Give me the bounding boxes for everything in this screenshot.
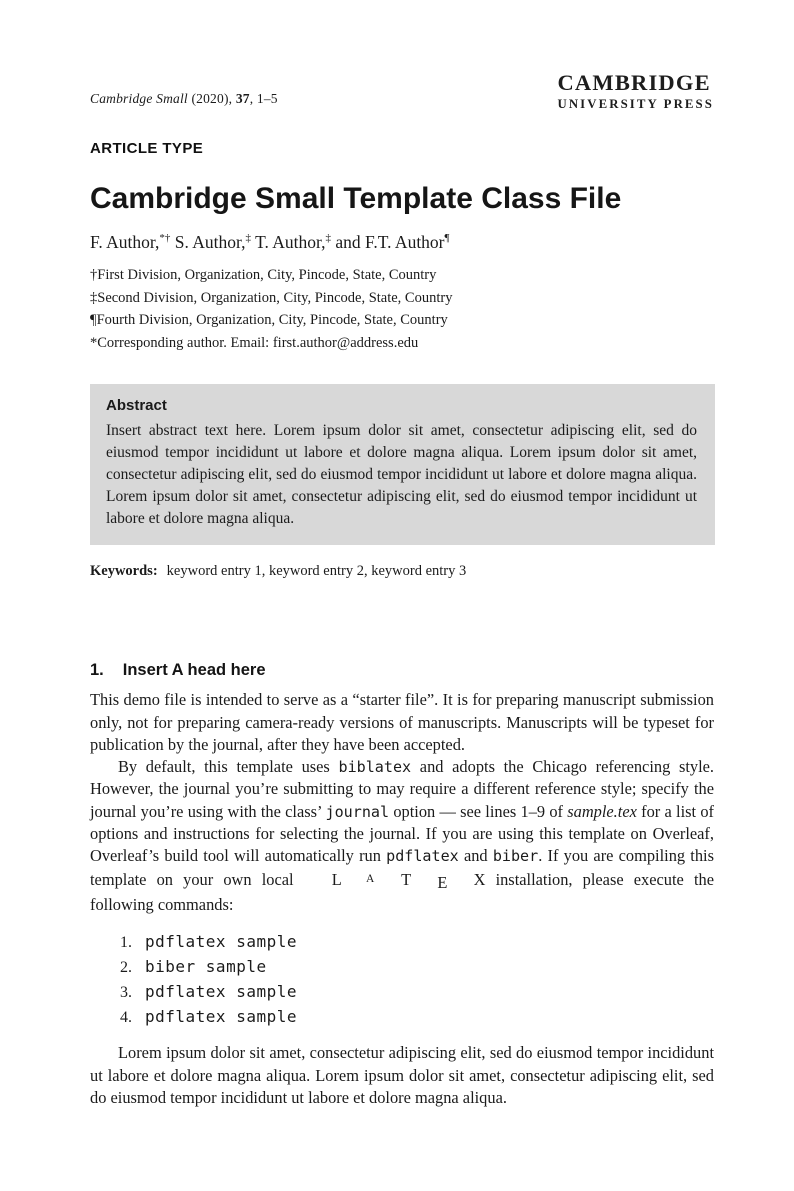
journal-pages: , 1–5 — [249, 91, 278, 106]
author-name: T. Author, — [251, 232, 326, 253]
affiliation-line: ‡Second Division, Organization, City, Pincode, State, Country — [90, 289, 453, 306]
command-text: pdflatex sample — [145, 932, 297, 952]
abstract-text: Insert abstract text here. Lorem ipsum dolor sit amet, consectetur adipiscing elit, sed do eiusmod tempor incididunt ut labore et dolore magna aliqua. Lorem ipsum dolor sit amet, consectetur adipiscing elit, sed do eiusmod tempor incididunt ut labore et dolore magna aliqua. Lorem ipsum dolor sit amet, consectetur adipiscing elit, sed do eiusmod tempor incididunt ut labore et dolore magna aliqua. — [106, 422, 697, 528]
keywords-line — [90, 563, 714, 580]
affiliation-list — [90, 264, 714, 354]
command-list — [120, 930, 714, 1030]
journal-reference — [90, 91, 278, 107]
command-number: 2. — [120, 959, 132, 977]
command-text: biber sample — [145, 957, 267, 977]
journal-volume: 37 — [235, 91, 250, 106]
abstract-box — [90, 384, 715, 545]
command-text: pdflatex sample — [145, 982, 297, 1002]
author-affiliation-marker: ‡ — [325, 232, 332, 245]
author-name: and F.T. Author — [331, 232, 445, 253]
article-type-label: ARTICLE TYPE — [90, 140, 204, 158]
author-affiliation-marker: ¶ — [444, 232, 450, 245]
section-title: Insert A head here — [122, 661, 266, 680]
paragraph: By default, this template uses biblatex and adopts the Chicago referencing style. However, the journal you’re submitting to may require a different reference style; specify the journal you’re using with the class’ journal option — see lines 1–9 of sample.tex for a list of options and instructions for selecting the journal. If you are using this template on Overleaf, Overleaf’s build tool will automatically run pdflatex and biber. If you are compiling this template on your own local L A T E X installation, please execute the following commands: — [90, 757, 714, 915]
logo-line-cambridge: CAMBRIDGE — [557, 70, 711, 95]
logo-line-university-press: UNIVERSITY PRESS — [557, 96, 714, 111]
command-list-item — [120, 980, 714, 1005]
author-name: F. Author, — [90, 232, 160, 253]
keywords-text: keyword entry 1, keyword entry 2, keyword entry 3 — [166, 563, 467, 580]
section-heading — [90, 661, 714, 680]
cambridge-university-press-logo — [557, 72, 714, 110]
command-number: 3. — [120, 984, 132, 1002]
author — [251, 232, 331, 252]
keywords-label: Keywords: — [90, 563, 158, 580]
author-line — [90, 232, 714, 253]
author-name: S. Author, — [170, 232, 246, 253]
article-title: Cambridge Small Template Class File — [90, 182, 622, 216]
command-list-item — [120, 1005, 714, 1030]
journal-name: Cambridge Small — [90, 91, 188, 106]
page-header — [90, 72, 714, 110]
latex-logo: L A T E X — [331, 869, 486, 892]
section-number: 1. — [90, 661, 104, 680]
author — [331, 232, 449, 252]
command-number: 4. — [120, 1009, 132, 1027]
paragraph: This demo file is intended to serve as a “starter file”. It is for preparing manuscript submission only, not for preparing camera-ready versions of manuscripts. Manuscripts will be typeset for publication by the journal, after they have been accepted. — [90, 690, 714, 754]
author-affiliation-marker: ‡ — [245, 232, 252, 245]
author — [90, 232, 170, 252]
author — [170, 232, 251, 252]
command-list-item — [120, 955, 714, 980]
command-list-item — [120, 930, 714, 955]
paragraph: Lorem ipsum dolor sit amet, consectetur adipiscing elit, sed do eiusmod tempor incididunt ut labore et dolore magna aliqua. Lorem ipsum dolor sit amet, consectetur adipiscing elit, sed do eiusmod tempor incididunt ut labore et dolore magna aliqua. — [90, 1043, 714, 1107]
abstract-heading: Abstract — [106, 397, 167, 415]
corresponding-author-line: *Corresponding author. Email: first.author@address.edu — [90, 334, 419, 351]
command-text: pdflatex sample — [145, 1007, 297, 1027]
affiliation-line: ¶Fourth Division, Organization, City, Pincode, State, Country — [90, 312, 448, 329]
journal-year: (2020), — [187, 91, 236, 106]
author-affiliation-marker: *† — [159, 232, 171, 245]
affiliation-line: †First Division, Organization, City, Pincode, State, Country — [90, 267, 437, 284]
command-number: 1. — [120, 934, 132, 952]
